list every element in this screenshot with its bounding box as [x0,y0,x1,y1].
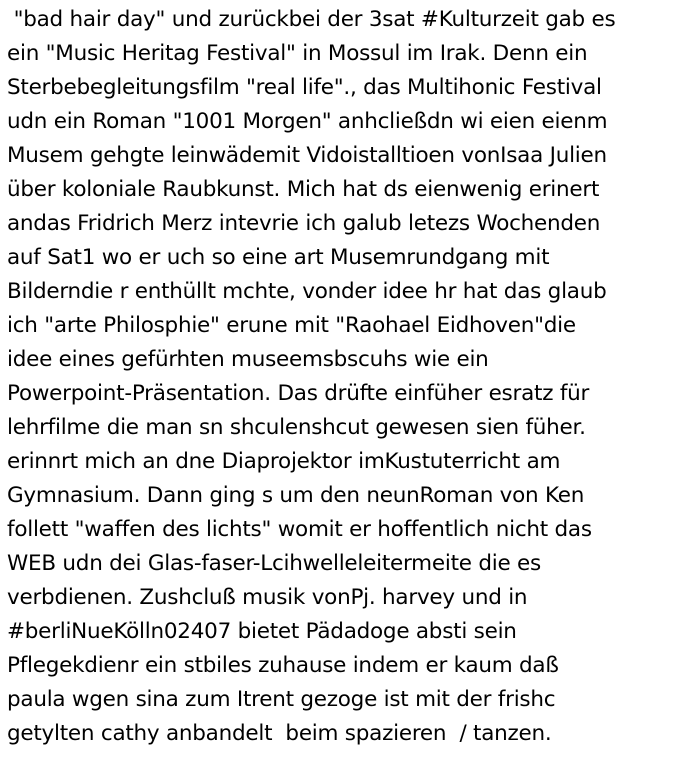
text-line: lehrfilme die man sn shculenshcut gewesen sien füher. [7,415,586,440]
text-line: idee eines gefürhten museemsbscuhs wie ein [7,347,489,372]
text-line: getylten cathy anbandelt beim spazieren / tanzen. [7,721,552,746]
text-line: erinnrt mich an dne Diaprojektor imKustuterricht am [7,449,561,474]
text-line: paula wgen sina zum Itrent gezoge ist mit der frishc [7,687,556,712]
text-line: #berliNueKölln02407 bietet Pädadoge absti sein [7,619,517,644]
text-line: Powerpoint-Präsentation. Das drüfte einfüher esratz für [7,381,590,406]
text-line: andas Fridrich Merz intevrie ich galub letezs Wochenden [7,211,601,236]
text-line: udn ein Roman "1001 Morgen" anhcließdn wi eien eienm [7,109,608,134]
text-line: Gymnasium. Dann ging s um den neunRoman von Ken [7,483,585,508]
text-line: Pflegekdienr ein stbiles zuhause indem er kaum daß [7,653,559,678]
text-line: ein "Music Heritag Festival" in Mossul im Irak. Denn ein [7,41,588,66]
text-line: "bad hair day" und zurückbei der 3sat #Kulturzeit gab es [7,7,616,32]
text-line: über koloniale Raubkunst. Mich hat ds eienwenig erinert [7,177,600,202]
text-line: auf Sat1 wo er uch so eine art Musemrundgang mit [7,245,550,270]
text-line: WEB udn dei Glas-faser-Lcihwelleleitermeite die es [7,551,541,576]
text-line: ich "arte Philosphie" erune mit "Raohael Eidhoven"die [7,313,576,338]
document-body [7,3,679,751]
text-line: follett "waffen des lichts" womit er hoffentlich nicht das [7,517,592,542]
text-line: Bilderndie r enthüllt mchte, vonder idee hr hat das glaub [7,279,607,304]
text-line: Sterbebegleitungsfilm "real life"., das Multihonic Festival [7,75,602,100]
text-line: Musem gehgte leinwädemit Vidoistalltioen vonIsaa Julien [7,143,607,168]
text-line: verbdienen. Zushcluß musik vonPj. harvey und in [7,585,528,610]
